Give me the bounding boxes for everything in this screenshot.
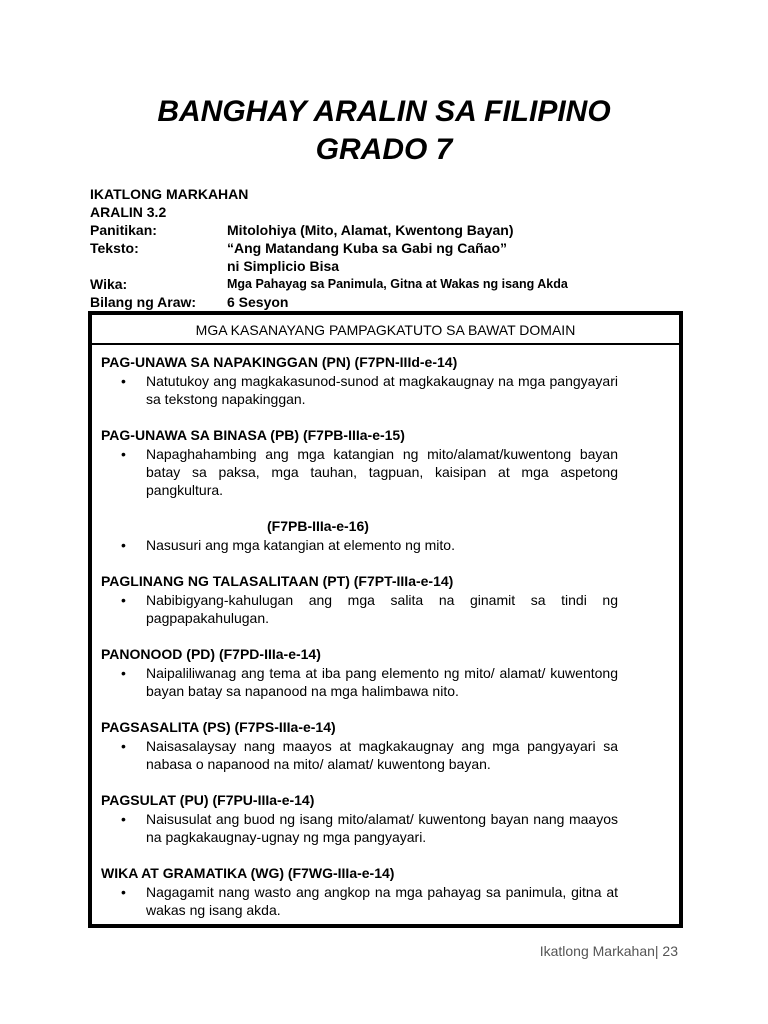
- domain-section: [101, 517, 670, 554]
- aralin-row: [90, 203, 568, 221]
- competencies-header: MGA KASANAYANG PAMPAGKATUTO SA BAWAT DOMAIN: [92, 315, 679, 345]
- domain-section: [101, 791, 670, 846]
- list-item: [101, 883, 670, 919]
- domain-heading: PAG-UNAWA SA NAPAKINGGAN (PN) (F7PN-IIId-e-14): [101, 354, 458, 370]
- competency-text: Nagagamit nang wasto ang angkop na mga pahayag sa panimula, gitna at wakas ng isang akda.: [146, 884, 618, 918]
- domain-section: [101, 645, 670, 700]
- bullet-icon: •: [121, 738, 126, 754]
- markahan-row: [90, 185, 568, 203]
- competency-text: Nabibigyang-kahulugan ang mga salita na ginamit sa tindi ng pagpapakahulugan.: [146, 592, 618, 626]
- domain-heading: PAG-UNAWA SA BINASA (PB) (F7PB-IIIa-e-15): [101, 427, 405, 443]
- meta-value: “Ang Matandang Kuba sa Gabi ng Cañao”: [227, 240, 508, 256]
- list-item: [101, 536, 670, 554]
- domain-section: [101, 718, 670, 773]
- bullet-icon: •: [121, 537, 126, 553]
- domain-heading: PAGSASALITA (PS) (F7PS-IIIa-e-14): [101, 719, 336, 735]
- competency-text: Naisasalaysay nang maayos at magkakaugnay ang mga pangyayari sa nabasa o napanood na mito/ alamat/ kuwentong bayan.: [146, 738, 618, 772]
- meta-label: Bilang ng Araw:: [90, 294, 197, 310]
- list-item: [101, 445, 670, 499]
- domain-heading: PAGSULAT (PU) (F7PU-IIIa-e-14): [101, 792, 315, 808]
- bullet-icon: •: [121, 665, 126, 681]
- meta-label: Wika:: [90, 276, 128, 292]
- meta-label: Panitikan:: [90, 222, 157, 238]
- competency-text: Natutukoy ang magkakasunod-sunod at magkakaugnay na mga pangyayari sa tekstong napakinggan.: [146, 373, 618, 407]
- domain-heading: WIKA AT GRAMATIKA (WG) (F7WG-IIIa-e-14): [101, 865, 395, 881]
- meta-row-panitikan: [90, 221, 568, 239]
- meta-row-araw: [90, 293, 568, 311]
- list-item: [101, 591, 670, 627]
- page-title: BANGHAY ARALIN SA FILIPINO: [157, 95, 611, 128]
- meta-value: Mitolohiya (Mito, Alamat, Kwentong Bayan): [227, 222, 514, 238]
- domain-section: [101, 572, 670, 627]
- meta-row-wika: [90, 275, 568, 293]
- list-item: [101, 372, 670, 408]
- meta-label: Teksto:: [90, 240, 139, 256]
- domain-heading: PAGLINANG NG TALASALITAAN (PT) (F7PT-IIIa-e-14): [101, 573, 454, 589]
- competencies-list: [92, 345, 679, 919]
- meta-label: [90, 257, 227, 275]
- domain-section: [101, 353, 670, 408]
- meta-value: 6 Sesyon: [227, 294, 289, 310]
- aralin-label: ARALIN 3.2: [90, 204, 167, 220]
- domain-section: [101, 426, 670, 499]
- meta-row-teksto: [90, 239, 568, 257]
- page-footer: Ikatlong Markahan| 23: [539, 943, 678, 959]
- list-item: [101, 810, 670, 846]
- domain-heading: (F7PB-IIIa-e-16): [267, 518, 369, 534]
- bullet-icon: •: [121, 373, 126, 389]
- bullet-icon: •: [121, 811, 126, 827]
- list-item: [101, 737, 670, 773]
- lesson-meta: [90, 185, 568, 311]
- bullet-icon: •: [121, 446, 126, 462]
- meta-row-author: [90, 257, 568, 275]
- competency-text: Napaghahambing ang mga katangian ng mito/alamat/kuwentong bayan batay sa paksa, mga tauhan, tagpuan, kaisipan at mga aspetong pangkultura.: [146, 446, 618, 498]
- domain-heading: PANONOOD (PD) (F7PD-IIIa-e-14): [101, 646, 321, 662]
- competencies-box: [88, 311, 683, 928]
- meta-value: Mga Pahayag sa Panimula, Gitna at Wakas ng isang Akda: [227, 277, 568, 291]
- domain-section: [101, 864, 670, 919]
- bullet-icon: •: [121, 592, 126, 608]
- bullet-icon: •: [121, 884, 126, 900]
- page-subtitle: GRADO 7: [315, 133, 453, 166]
- markahan-label: IKATLONG MARKAHAN: [90, 186, 249, 202]
- competency-text: Naipaliliwanag ang tema at iba pang elemento ng mito/ alamat/ kuwentong bayan batay sa napanood na mga halimbawa nito.: [146, 665, 618, 699]
- competency-text: Nasusuri ang mga katangian at elemento ng mito.: [146, 537, 455, 553]
- list-item: [101, 664, 670, 700]
- meta-value: ni Simplicio Bisa: [227, 258, 340, 274]
- competency-text: Naisusulat ang buod ng isang mito/alamat/ kuwentong bayan nang maayos na pagkakaugnay-ugnay ng mga pangyayari.: [146, 811, 618, 845]
